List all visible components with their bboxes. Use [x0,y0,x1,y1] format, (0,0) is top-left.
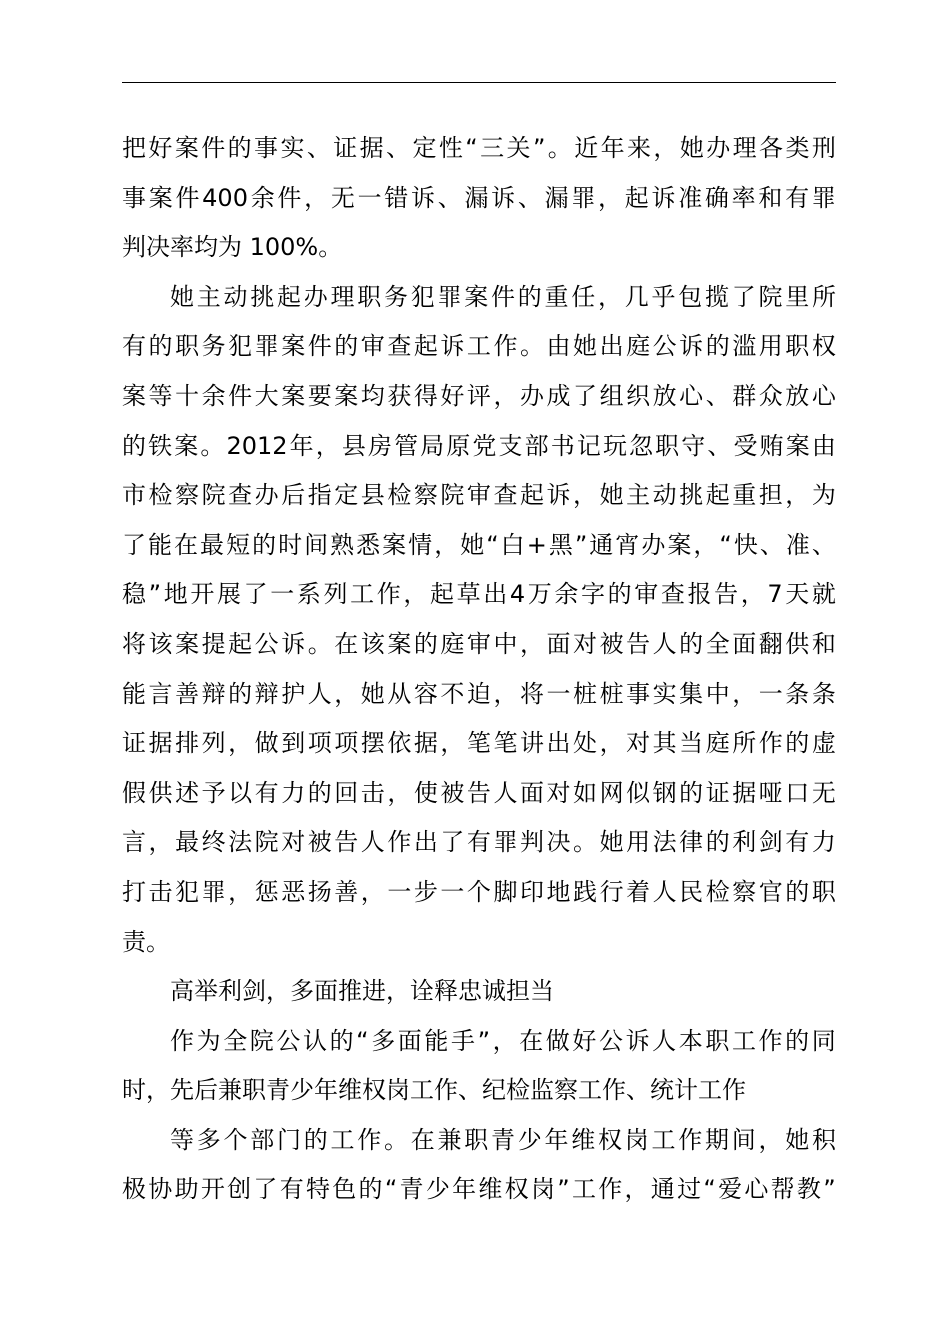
text-line: 有 的 职 务 犯 罪 案 件 的 审 查 起 诉 工 作 。 由 她 出 庭 公 诉 的 滥 用 职 权 [122,332,836,361]
text-line: 她 主 动 挑 起 办 理 职 务 犯 罪 案 件 的 重 任 ， 几 乎 包 揽 了 院 里 所 [170,282,836,311]
text-line: 案 等 十 余 件 大 案 要 案 均 获 得 好 评 ， 办 成 了 组 织 放 心 、 群 众 放 心 [122,381,836,410]
text-line: 作 为 全 院 公 认 的 “ 多 面 能 手 ” ， 在 做 好 公 诉 人 本 职 工 作 的 同 [170,1026,836,1055]
text-line: 时，先后兼职青少年维权岗工作、纪检监察工作、统计工作 [122,1076,746,1105]
document-body [122,124,836,1215]
header-rule [122,82,836,83]
text-line: 市 检 察 院 查 办 后 指 定 县 检 察 院 审 查 起 诉 ， 她 主 动 挑 起 重 担 ， 为 [122,481,836,510]
text-line: 高举利剑，多面推进，诠释忠诚担当 [170,977,554,1006]
text-line: 假 供 述 予 以 有 力 的 回 击 ， 使 被 告 人 面 对 如 网 似 钢 的 证 据 哑 口 无 [122,778,836,807]
text-line: 能 言 善 辩 的 辩 护 人 ， 她 从 容 不 迫 ， 将 一 桩 桩 事 实 集 中 ， 一 条 条 [122,679,836,708]
text-line: 言 ， 最 终 法 院 对 被 告 人 作 出 了 有 罪 判 决 。 她 用 法 律 的 利 剑 有 力 [122,828,836,857]
text-line: 了 能 在 最 短 的 时 间 熟 悉 案 情 ， 她 “ 白 + 黑 ” 通 宵 办 案 ， “ 快 、 准 、 [122,530,836,559]
text-line: 将 该 案 提 起 公 诉 。 在 该 案 的 庭 审 中 ， 面 对 被 告 人 的 全 面 翻 供 和 [122,629,836,658]
text-line: 打 击 犯 罪 ， 惩 恶 扬 善 ， 一 步 一 个 脚 印 地 践 行 着 人 民 检 察 官 的 职 [122,877,836,906]
text-line: 把 好 案 件 的 事 实 、 证 据 、 定 性 “ 三 关 ” 。 近 年 来 ， 她 办 理 各 类 刑 [122,134,836,162]
text-line: 事 案 件 400 余 件 ， 无 一 错 诉 、 漏 诉 、 漏 罪 ， 起 诉 准 确 率 和 有 罪 [122,183,836,212]
text-line: 等 多 个 部 门 的 工 作 。 在 兼 职 青 少 年 维 权 岗 工 作 期 间 ， 她 积 [170,1125,836,1154]
text-line: 责。 [122,927,170,956]
text-line: 稳 ” 地 开 展 了 一 系 列 工 作 ， 起 草 出 4 万 余 字 的 审 查 报 告 ， 7 天 就 [122,580,836,609]
text-line: 极 协 助 开 创 了 有 特 色 的 “ 青 少 年 维 权 岗 ” 工 作 ， 通 过 “ 爱 心 帮 教 ” [122,1175,836,1204]
text-line: 证 据 排 列 ， 做 到 项 项 摆 依 据 ， 笔 笔 讲 出 处 ， 对 其 当 庭 所 作 的 虚 [122,729,836,758]
text-line: 判决率均为 100%。 [122,233,343,262]
text-line: 的 铁 案 。 2012 年 ， 县 房 管 局 原 党 支 部 书 记 玩 忽 职 守 、 受 贿 案 由 [122,431,836,460]
